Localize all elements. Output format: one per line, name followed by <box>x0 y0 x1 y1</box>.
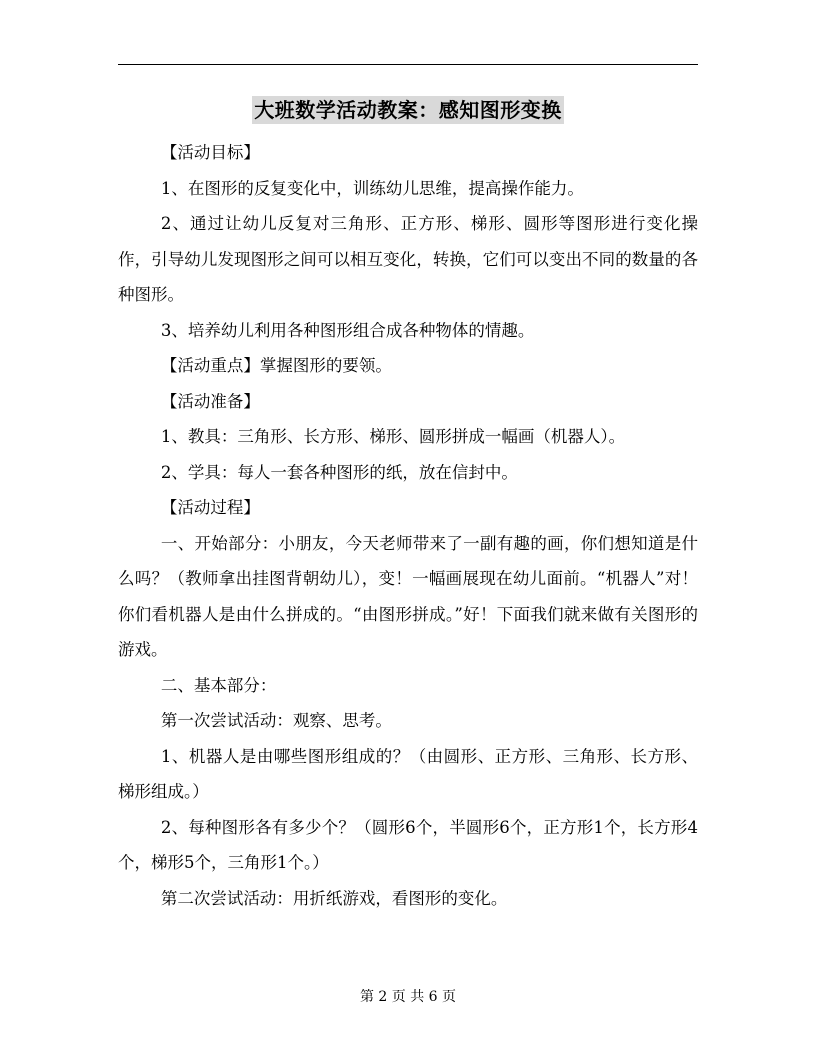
paragraph: 一、开始部分：小朋友，今天老师带来了一副有趣的画，你们想知道是什么吗？（教师拿出挂图背朝幼儿），变！一幅画展现在幼儿面前。“机器人”对！你们看机器人是由什么拼成的。“由图形拼成。”好！下面我们就来做有关图形的游戏。 <box>118 533 698 659</box>
page-footer: 第 2 页 共 6 页 <box>359 989 457 1005</box>
header-rule <box>118 64 698 65</box>
paragraph: 1、在图形的反复变化中，训练幼儿思维，提高操作能力。 <box>160 178 584 198</box>
paragraph: 二、基本部分： <box>160 675 277 695</box>
paragraph: 第二次尝试活动：用折纸游戏，看图形的变化。 <box>160 888 508 908</box>
document-title: 大班数学活动教案：感知图形变换 <box>254 98 562 122</box>
paragraph: 【活动过程】 <box>160 498 260 517</box>
paragraph: 2、每种图形各有多少个？（圆形6个，半圆形6个，正方形1个，长方形4个，梯形5个，三角形1个。） <box>118 817 698 872</box>
paragraph: 2、通过让幼儿反复对三角形、正方形、梯形、圆形等图形进行变化操作，引导幼儿发现图形之间可以相互变化，转换，它们可以变出不同的数量的各种图形。 <box>118 214 698 304</box>
paragraph: 1、教具：三角形、长方形、梯形、圆形拼成一幅画（机器人）。 <box>160 427 626 446</box>
paragraph: 【活动准备】 <box>160 391 260 411</box>
paragraph: 3、培养幼儿利用各种图形组合成各种物体的情趣。 <box>160 320 535 340</box>
paragraph: 【活动目标】 <box>160 143 260 162</box>
paragraph: 2、学具：每人一套各种图形的纸，放在信封中。 <box>160 462 518 482</box>
title-container <box>0 96 816 124</box>
paragraph: 1、机器人是由哪些图形组成的？（由圆形、正方形、三角形、长方形、梯形组成。） <box>118 746 698 801</box>
paragraph: 【活动重点】掌握图形的要领。 <box>160 356 392 375</box>
paragraph: 第一次尝试活动：观察、思考。 <box>160 711 392 730</box>
document-body <box>118 135 698 916</box>
